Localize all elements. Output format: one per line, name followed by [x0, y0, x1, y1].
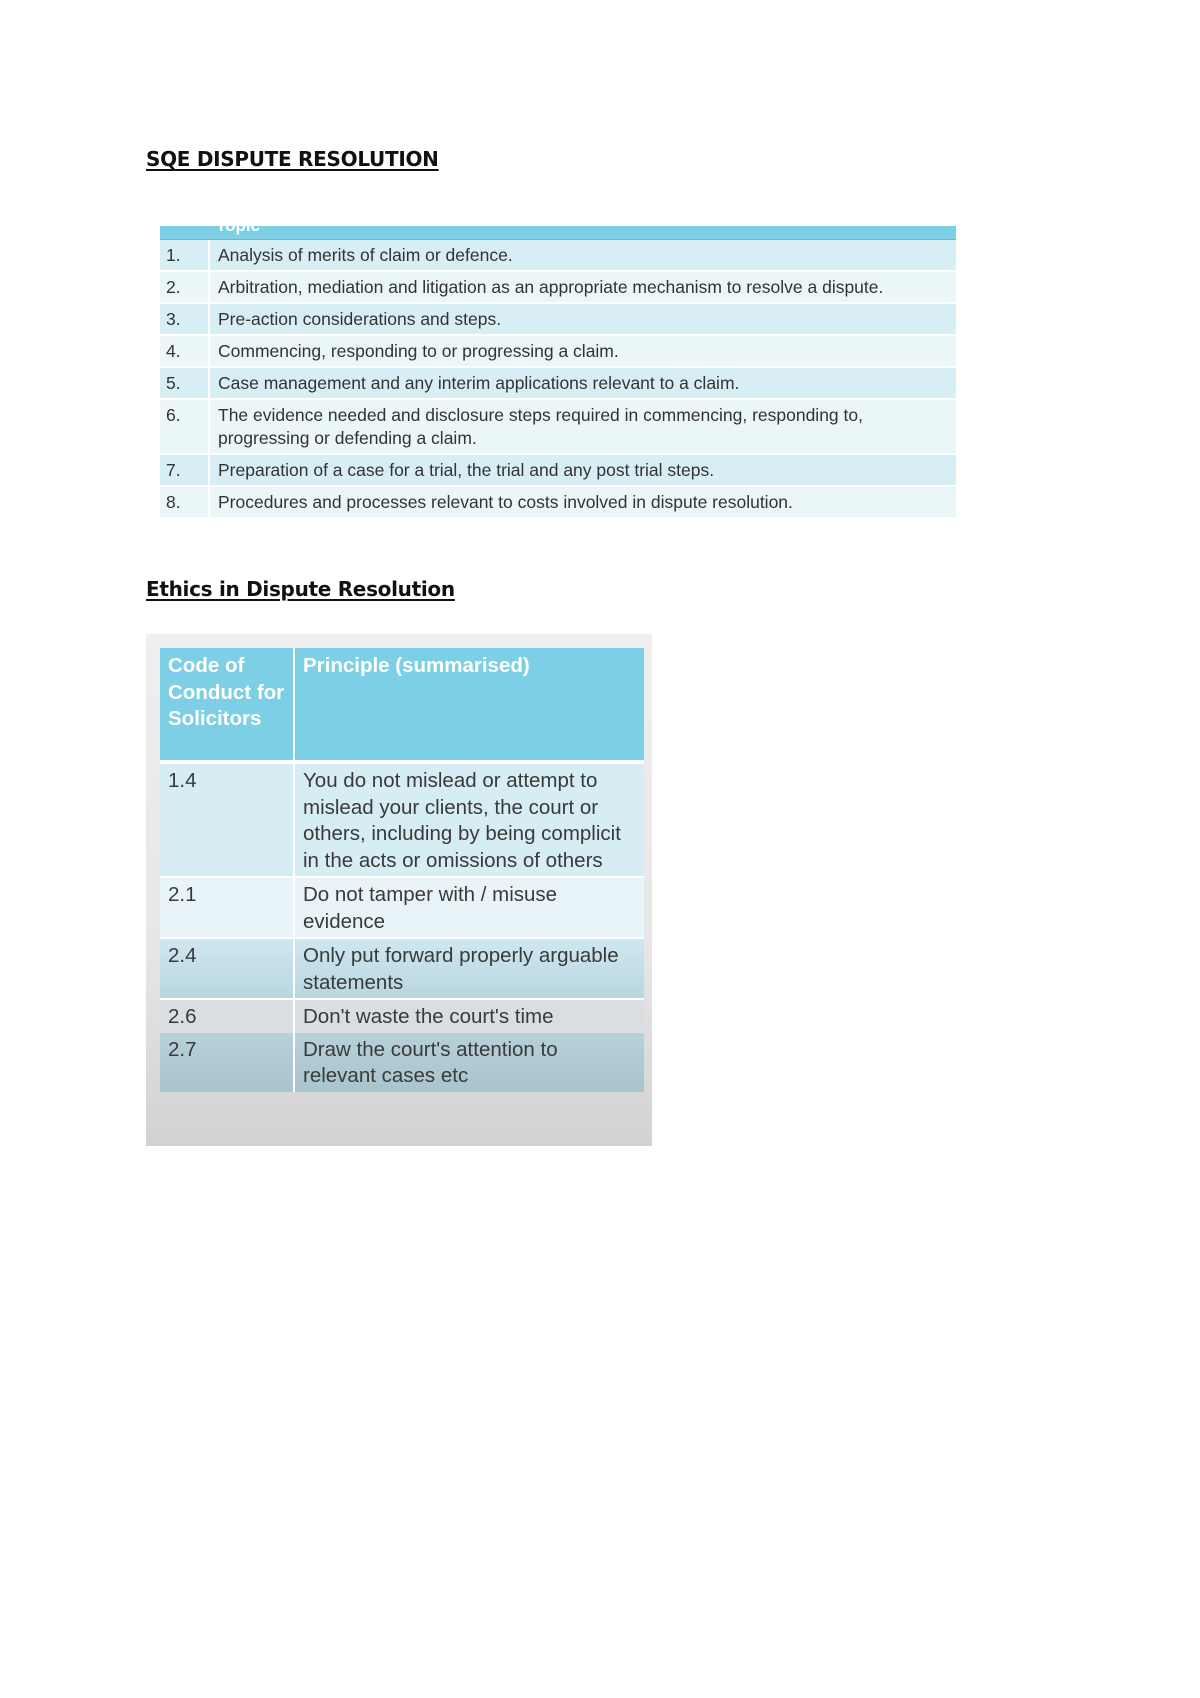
- topics-table-header: [160, 216, 956, 240]
- table-row: [160, 271, 956, 303]
- topics-table-body: [160, 240, 956, 519]
- table-row: [160, 1033, 644, 1092]
- topic-number: 1.: [160, 240, 209, 271]
- topic-text: Arbitration, mediation and litigation as an appropriate mechanism to resolve a dispute.: [209, 271, 956, 303]
- code-cell: 1.4: [160, 762, 294, 877]
- topic-text: Commencing, responding to or progressing a claim.: [209, 335, 956, 367]
- code-cell: 2.4: [160, 938, 294, 999]
- code-cell: 2.1: [160, 877, 294, 938]
- table-row: [160, 486, 956, 518]
- section-title: Ethics in Dispute Resolution: [146, 577, 455, 601]
- principle-cell: Do not tamper with / misuse evidence: [294, 877, 644, 938]
- topic-number: 4.: [160, 335, 209, 367]
- topics-table: [160, 216, 956, 519]
- topic-text: Preparation of a case for a trial, the trial and any post trial steps.: [209, 454, 956, 486]
- topic-text: Pre-action considerations and steps.: [209, 303, 956, 335]
- topic-text: Analysis of merits of claim or defence.: [209, 240, 956, 271]
- principle-cell: You do not mislead or attempt to mislead your clients, the court or others, including by being complicit in the acts or omissions of others: [294, 762, 644, 877]
- table-row: [160, 367, 956, 399]
- table-header-row: [160, 648, 644, 762]
- table-row: [160, 335, 956, 367]
- ethics-table-image: [146, 634, 652, 1146]
- ethics-table: [160, 648, 644, 1092]
- table-row: [160, 762, 644, 877]
- topic-text: The evidence needed and disclosure steps required in commencing, responding to, progressing or defending a claim.: [209, 399, 956, 454]
- topic-number: 8.: [160, 486, 209, 518]
- principle-cell: Draw the court's attention to relevant cases etc: [294, 1033, 644, 1092]
- column-header-code: Code of Conduct for Solicitors: [160, 648, 294, 762]
- table-row: [160, 877, 644, 938]
- table-row: [160, 938, 644, 999]
- table-row: [160, 454, 956, 486]
- topic-text: Case management and any interim applications relevant to a claim.: [209, 367, 956, 399]
- column-header-principle: Principle (summarised): [294, 648, 644, 762]
- principle-cell: Only put forward properly arguable statements: [294, 938, 644, 999]
- code-cell: 2.6: [160, 999, 294, 1033]
- principle-cell: Don't waste the court's time: [294, 999, 644, 1033]
- table-row: [160, 303, 956, 335]
- topic-number: 5.: [160, 367, 209, 399]
- table-row: [160, 999, 644, 1033]
- code-cell: 2.7: [160, 1033, 294, 1092]
- table-row: [160, 399, 956, 454]
- topic-number: 3.: [160, 303, 209, 335]
- topic-number: 7.: [160, 454, 209, 486]
- table-row: [160, 240, 956, 271]
- topic-text: Procedures and processes relevant to costs involved in dispute resolution.: [209, 486, 956, 518]
- topic-number: 2.: [160, 271, 209, 303]
- page-title: SQE DISPUTE RESOLUTION: [146, 147, 439, 171]
- topics-header-label: Topic: [216, 216, 261, 235]
- topic-number: 6.: [160, 399, 209, 454]
